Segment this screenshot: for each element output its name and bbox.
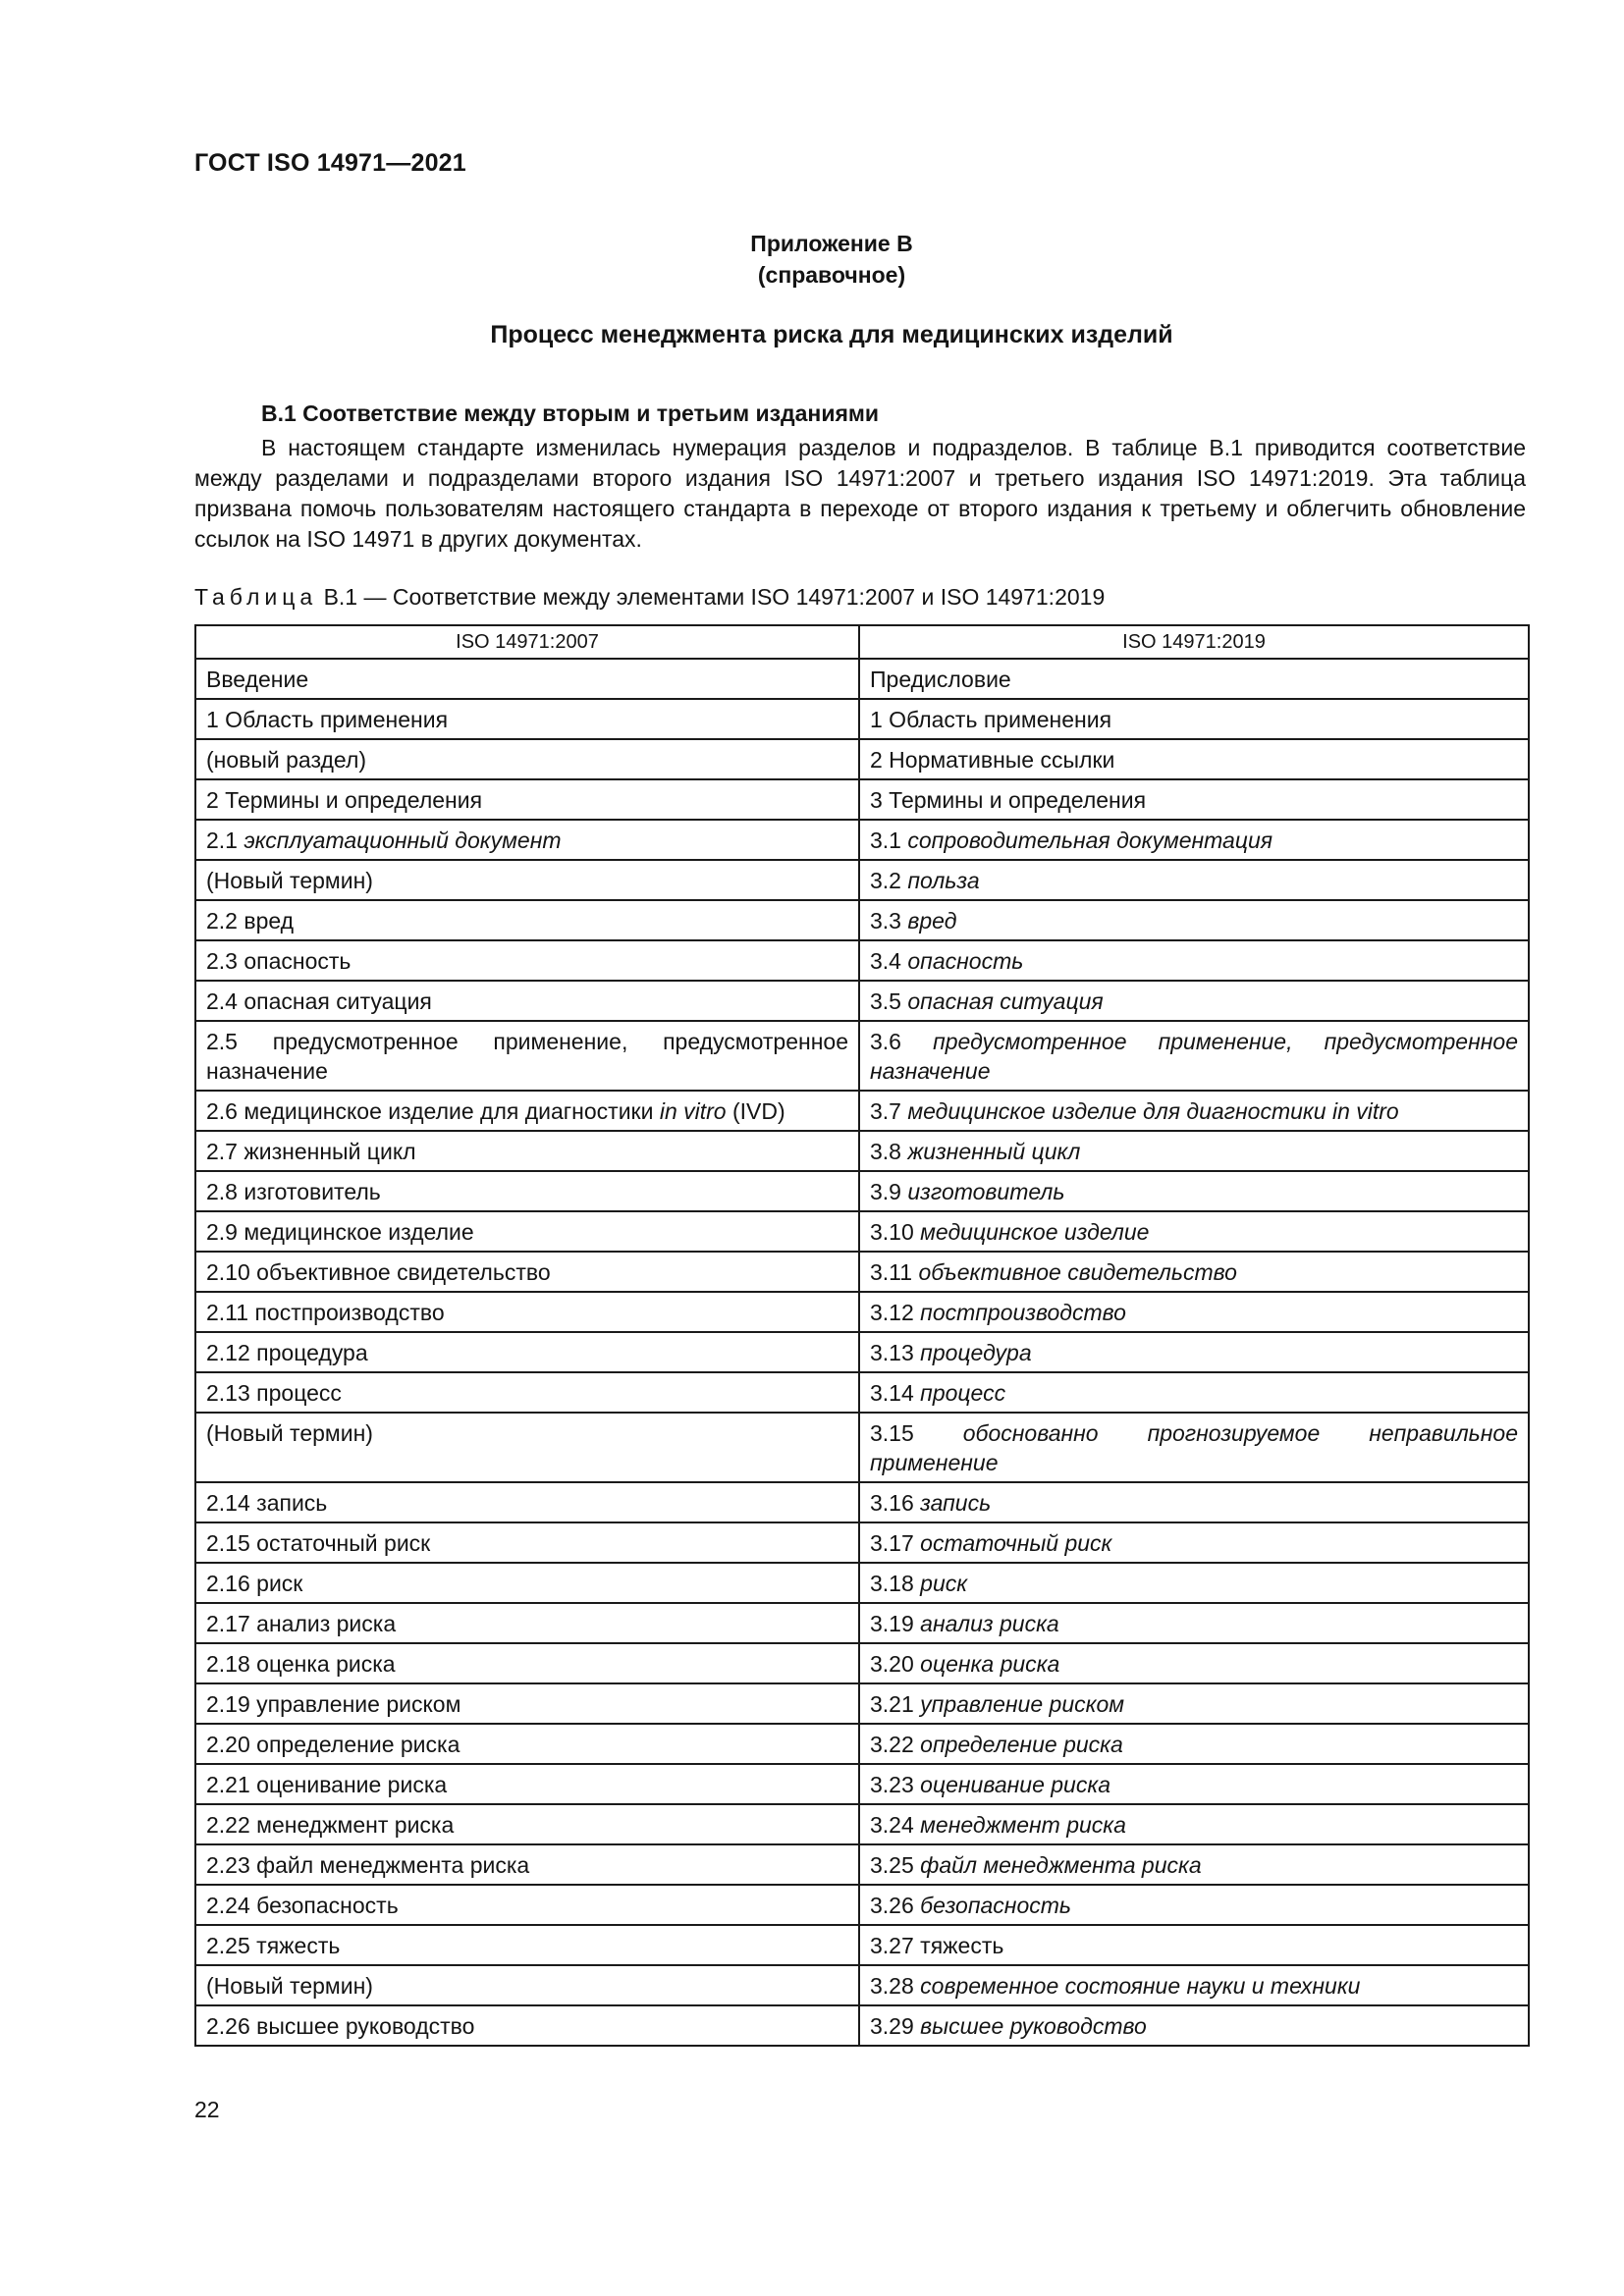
term-text: эксплуатационный документ [244,828,562,853]
cell-2007 [195,1292,859,1332]
term-text: 2.6 медицинское изделие для диагностики [206,1098,660,1124]
table-row [195,1603,1529,1643]
clause-number: 3.2 [870,868,901,893]
cell-2019 [859,1885,1529,1925]
cell-2007 [195,1171,859,1211]
table-row [195,1885,1529,1925]
term-text: (новый раздел) [206,747,367,773]
cell-2007 [195,1211,859,1252]
column-header-2007: ISO 14971:2007 [195,625,859,659]
cell-2019 [859,779,1529,820]
cell-2019 [859,739,1529,779]
term-text: изготовитель [907,1179,1065,1204]
cell-2007 [195,1372,859,1413]
cell-2019 [859,1211,1529,1252]
term-text: 2 Нормативные ссылки [870,747,1115,773]
section-heading: В.1 Соответствие между вторым и третьим изданиями [261,400,880,426]
term-text: 2.9 медицинское изделие [206,1219,474,1245]
cell-2019 [859,1482,1529,1522]
term-text: современное состояние науки и техники [920,1973,1361,1999]
table-caption [194,584,1105,611]
cell-2007 [195,1724,859,1764]
term-text: анализ риска [920,1611,1059,1636]
term-text: 1 Область применения [870,707,1112,732]
term-text: медицинское изделие [920,1219,1150,1245]
clause-number: 3.23 [870,1772,914,1797]
term-text: остаточный риск [920,1530,1112,1556]
term-text: 2.7 жизненный цикл [206,1139,416,1164]
table-row [195,1764,1529,1804]
clause-number: 3.17 [870,1530,914,1556]
table-row [195,1372,1529,1413]
cell-2019 [859,900,1529,940]
term-text: постпроизводство [920,1300,1126,1325]
term-text: риск [920,1571,968,1596]
table-row [195,1844,1529,1885]
cell-2007 [195,1603,859,1643]
cell-2019 [859,1965,1529,2005]
correspondence-table [194,624,1530,2047]
cell-2019 [859,1413,1529,1482]
cell-2007 [195,1522,859,1563]
table-row [195,1332,1529,1372]
table-row [195,1563,1529,1603]
cell-2019 [859,1683,1529,1724]
table-row [195,1211,1529,1252]
term-text: процедура [920,1340,1032,1365]
cell-2019 [859,1804,1529,1844]
term-text: 2.17 анализ риска [206,1611,397,1636]
clause-number: 3.9 [870,1179,901,1204]
clause-number: 3.4 [870,948,901,974]
term-text: Предисловие [870,667,1011,692]
cell-2007 [195,1332,859,1372]
clause-number: 3.16 [870,1490,914,1516]
cell-2007 [195,779,859,820]
term-text: управление риском [920,1691,1125,1717]
cell-2007 [195,1131,859,1171]
annex-title: Процесс менеджмента риска для медицинских изделий [490,321,1173,348]
cell-2007 [195,1844,859,1885]
clause-number: 3.13 [870,1340,914,1365]
term-text: жизненный цикл [907,1139,1081,1164]
cell-2019 [859,1603,1529,1643]
table-row [195,779,1529,820]
intro-paragraph: В настоящем стандарте изменилась нумерация разделов и подразделов. В таблице В.1 приводится соответствие между разделами и подразделами второго издания ISO 14971:2007 и третьего издания ISO 14971:2019. Эта таблица призвана помочь пользователям настоящего стандарта в переходе от второго издания к третьему и облегчить обновление ссылок на ISO 14971 в других документах. [194,435,1526,552]
cell-2019 [859,659,1529,699]
clause-number: 3.10 [870,1219,914,1245]
clause-number: 3.11 [870,1259,913,1285]
term-text: 3 Термины и определения [870,787,1147,813]
clause-number: 3.12 [870,1300,914,1325]
table-row [195,1643,1529,1683]
cell-2019 [859,1021,1529,1091]
cell-2007 [195,981,859,1021]
table-row [195,1804,1529,1844]
term-text: 2.22 менеджмент риска [206,1812,455,1838]
table-row [195,1683,1529,1724]
term-text: файл менеджмента риска [920,1852,1202,1878]
term-text: сопроводительная документация [907,828,1273,853]
table-row [195,1522,1529,1563]
table-row [195,820,1529,860]
cell-2019 [859,1292,1529,1332]
table-row [195,1482,1529,1522]
cell-2019 [859,981,1529,1021]
cell-2007 [195,1252,859,1292]
cell-2019 [859,1724,1529,1764]
term-text: менеджмент риска [920,1812,1126,1838]
cell-2019 [859,1844,1529,1885]
clause-number: 3.3 [870,908,901,934]
term-text: оценка риска [920,1651,1060,1677]
cell-2019 [859,1252,1529,1292]
table-row [195,1965,1529,2005]
term-text: безопасность [920,1893,1072,1918]
term-text: запись [920,1490,992,1516]
table-header-row [195,625,1529,659]
term-text: 2.10 объективное свидетельство [206,1259,551,1285]
cell-2007 [195,2005,859,2046]
term-text: (Новый термин) [206,1420,373,1446]
term-text: вред [907,908,957,934]
term-text: 2.24 безопасность [206,1893,399,1918]
table-row [195,1724,1529,1764]
term-italic-fragment: in vitro [659,1098,727,1124]
cell-2007 [195,1683,859,1724]
annex-label: Приложение В [750,231,913,256]
term-text: медицинское изделие для диагностики in vitro [907,1098,1399,1124]
cell-2007 [195,1965,859,2005]
cell-2007 [195,1091,859,1131]
cell-2019 [859,1131,1529,1171]
table-row [195,900,1529,940]
clause-number: 3.24 [870,1812,914,1838]
term-text: 2.13 процесс [206,1380,342,1406]
term-text: 2.11 постпроизводство [206,1300,445,1325]
term-text: 2.12 процедура [206,1340,368,1365]
cell-2019 [859,860,1529,900]
cell-2019 [859,1522,1529,1563]
term-text: 2.19 управление риском [206,1691,461,1717]
table-row [195,2005,1529,2046]
term-text: 2.8 изготовитель [206,1179,381,1204]
term-text: высшее руководство [920,2013,1147,2039]
cell-2007 [195,900,859,940]
cell-2007 [195,940,859,981]
cell-2007 [195,1482,859,1522]
document-header: ГОСТ ISO 14971—2021 [194,149,466,177]
term-text: процесс [920,1380,1006,1406]
cell-2007 [195,1885,859,1925]
term-text: 2.21 оценивание риска [206,1772,448,1797]
term-text: 2.20 определение риска [206,1732,460,1757]
clause-number: 3.7 [870,1098,901,1124]
clause-number: 3.20 [870,1651,914,1677]
cell-2007 [195,1764,859,1804]
page-number: 22 [194,2097,220,2122]
table-caption-label: Таблица [194,584,318,610]
term-text: объективное свидетельство [918,1259,1237,1285]
table-row [195,1292,1529,1332]
cell-2019 [859,1171,1529,1211]
term-text: опасность [907,948,1024,974]
clause-number: 3.25 [870,1852,914,1878]
clause-number: 3.28 [870,1973,914,1999]
table-row [195,981,1529,1021]
clause-number: 3.15 [870,1420,914,1446]
clause-number: 3.5 [870,988,901,1014]
table-row [195,940,1529,981]
term-text: 2.5 предусмотренное применение, предусмотренное назначение [206,1029,848,1084]
clause-number: 3.27 [870,1933,914,1958]
term-text: опасная ситуация [907,988,1104,1014]
term-text: 2.4 опасная ситуация [206,988,432,1014]
term-text: 2.2 вред [206,908,295,934]
clause-number: 3.29 [870,2013,914,2039]
term-text: 2.23 файл менеджмента риска [206,1852,530,1878]
table-row [195,1413,1529,1482]
cell-2019 [859,1563,1529,1603]
term-tail: (IVD) [726,1098,785,1124]
term-text: 2.3 опасность [206,948,352,974]
term-text: 2.14 запись [206,1490,328,1516]
table-row [195,739,1529,779]
clause-number: 3.14 [870,1380,914,1406]
clause-number: 3.19 [870,1611,914,1636]
term-text: (Новый термин) [206,1973,373,1999]
cell-2019 [859,1091,1529,1131]
clause-number: 3.8 [870,1139,901,1164]
cell-2007 [195,820,859,860]
table-row [195,1925,1529,1965]
cell-2019 [859,1764,1529,1804]
table-row [195,1021,1529,1091]
term-text: предусмотренное применение, предусмотренное назначение [870,1029,1518,1084]
cell-2007 [195,1925,859,1965]
clause-number: 3.26 [870,1893,914,1918]
cell-2019 [859,1925,1529,1965]
table-row [195,860,1529,900]
cell-2019 [859,699,1529,739]
table-body [195,659,1529,2046]
cell-2019 [859,820,1529,860]
term-text: 2 Термины и определения [206,787,483,813]
term-text: тяжесть [920,1933,1004,1958]
term-text: 2.26 высшее руководство [206,2013,475,2039]
cell-2007 [195,1563,859,1603]
table-row [195,1252,1529,1292]
cell-2019 [859,1332,1529,1372]
cell-2007 [195,659,859,699]
term-text: обоснованно прогнозируемое неправильное применение [870,1420,1518,1475]
clause-number: 3.6 [870,1029,901,1054]
cell-2019 [859,940,1529,981]
clause-number: 3.18 [870,1571,914,1596]
column-header-2019: ISO 14971:2019 [859,625,1529,659]
cell-2007 [195,1643,859,1683]
term-text: оценивание риска [920,1772,1110,1797]
cell-2007 [195,1804,859,1844]
table-row [195,1171,1529,1211]
clause-number: 2.1 [206,828,238,853]
cell-2007 [195,1413,859,1482]
clause-number: 3.21 [870,1691,914,1717]
table-row [195,1091,1529,1131]
cell-2019 [859,1643,1529,1683]
term-text: 2.16 риск [206,1571,303,1596]
cell-2007 [195,860,859,900]
annex-heading [0,228,1624,291]
term-text: определение риска [920,1732,1123,1757]
table-row [195,1131,1529,1171]
term-text: 1 Область применения [206,707,449,732]
term-text: (Новый термин) [206,868,373,893]
clause-number: 3.22 [870,1732,914,1757]
cell-2007 [195,699,859,739]
term-text: польза [907,868,980,893]
table-row [195,659,1529,699]
annex-type: (справочное) [757,262,906,288]
cell-2007 [195,1021,859,1091]
table-row [195,699,1529,739]
table-caption-text: В.1 — Соответствие между элементами ISO 14971:2007 и ISO 14971:2019 [323,584,1106,610]
term-text: Введение [206,667,309,692]
clause-number: 3.1 [870,828,901,853]
term-text: 2.25 тяжесть [206,1933,341,1958]
cell-2007 [195,739,859,779]
term-text: 2.18 оценка риска [206,1651,396,1677]
cell-2019 [859,2005,1529,2046]
term-text: 2.15 остаточный риск [206,1530,431,1556]
cell-2019 [859,1372,1529,1413]
